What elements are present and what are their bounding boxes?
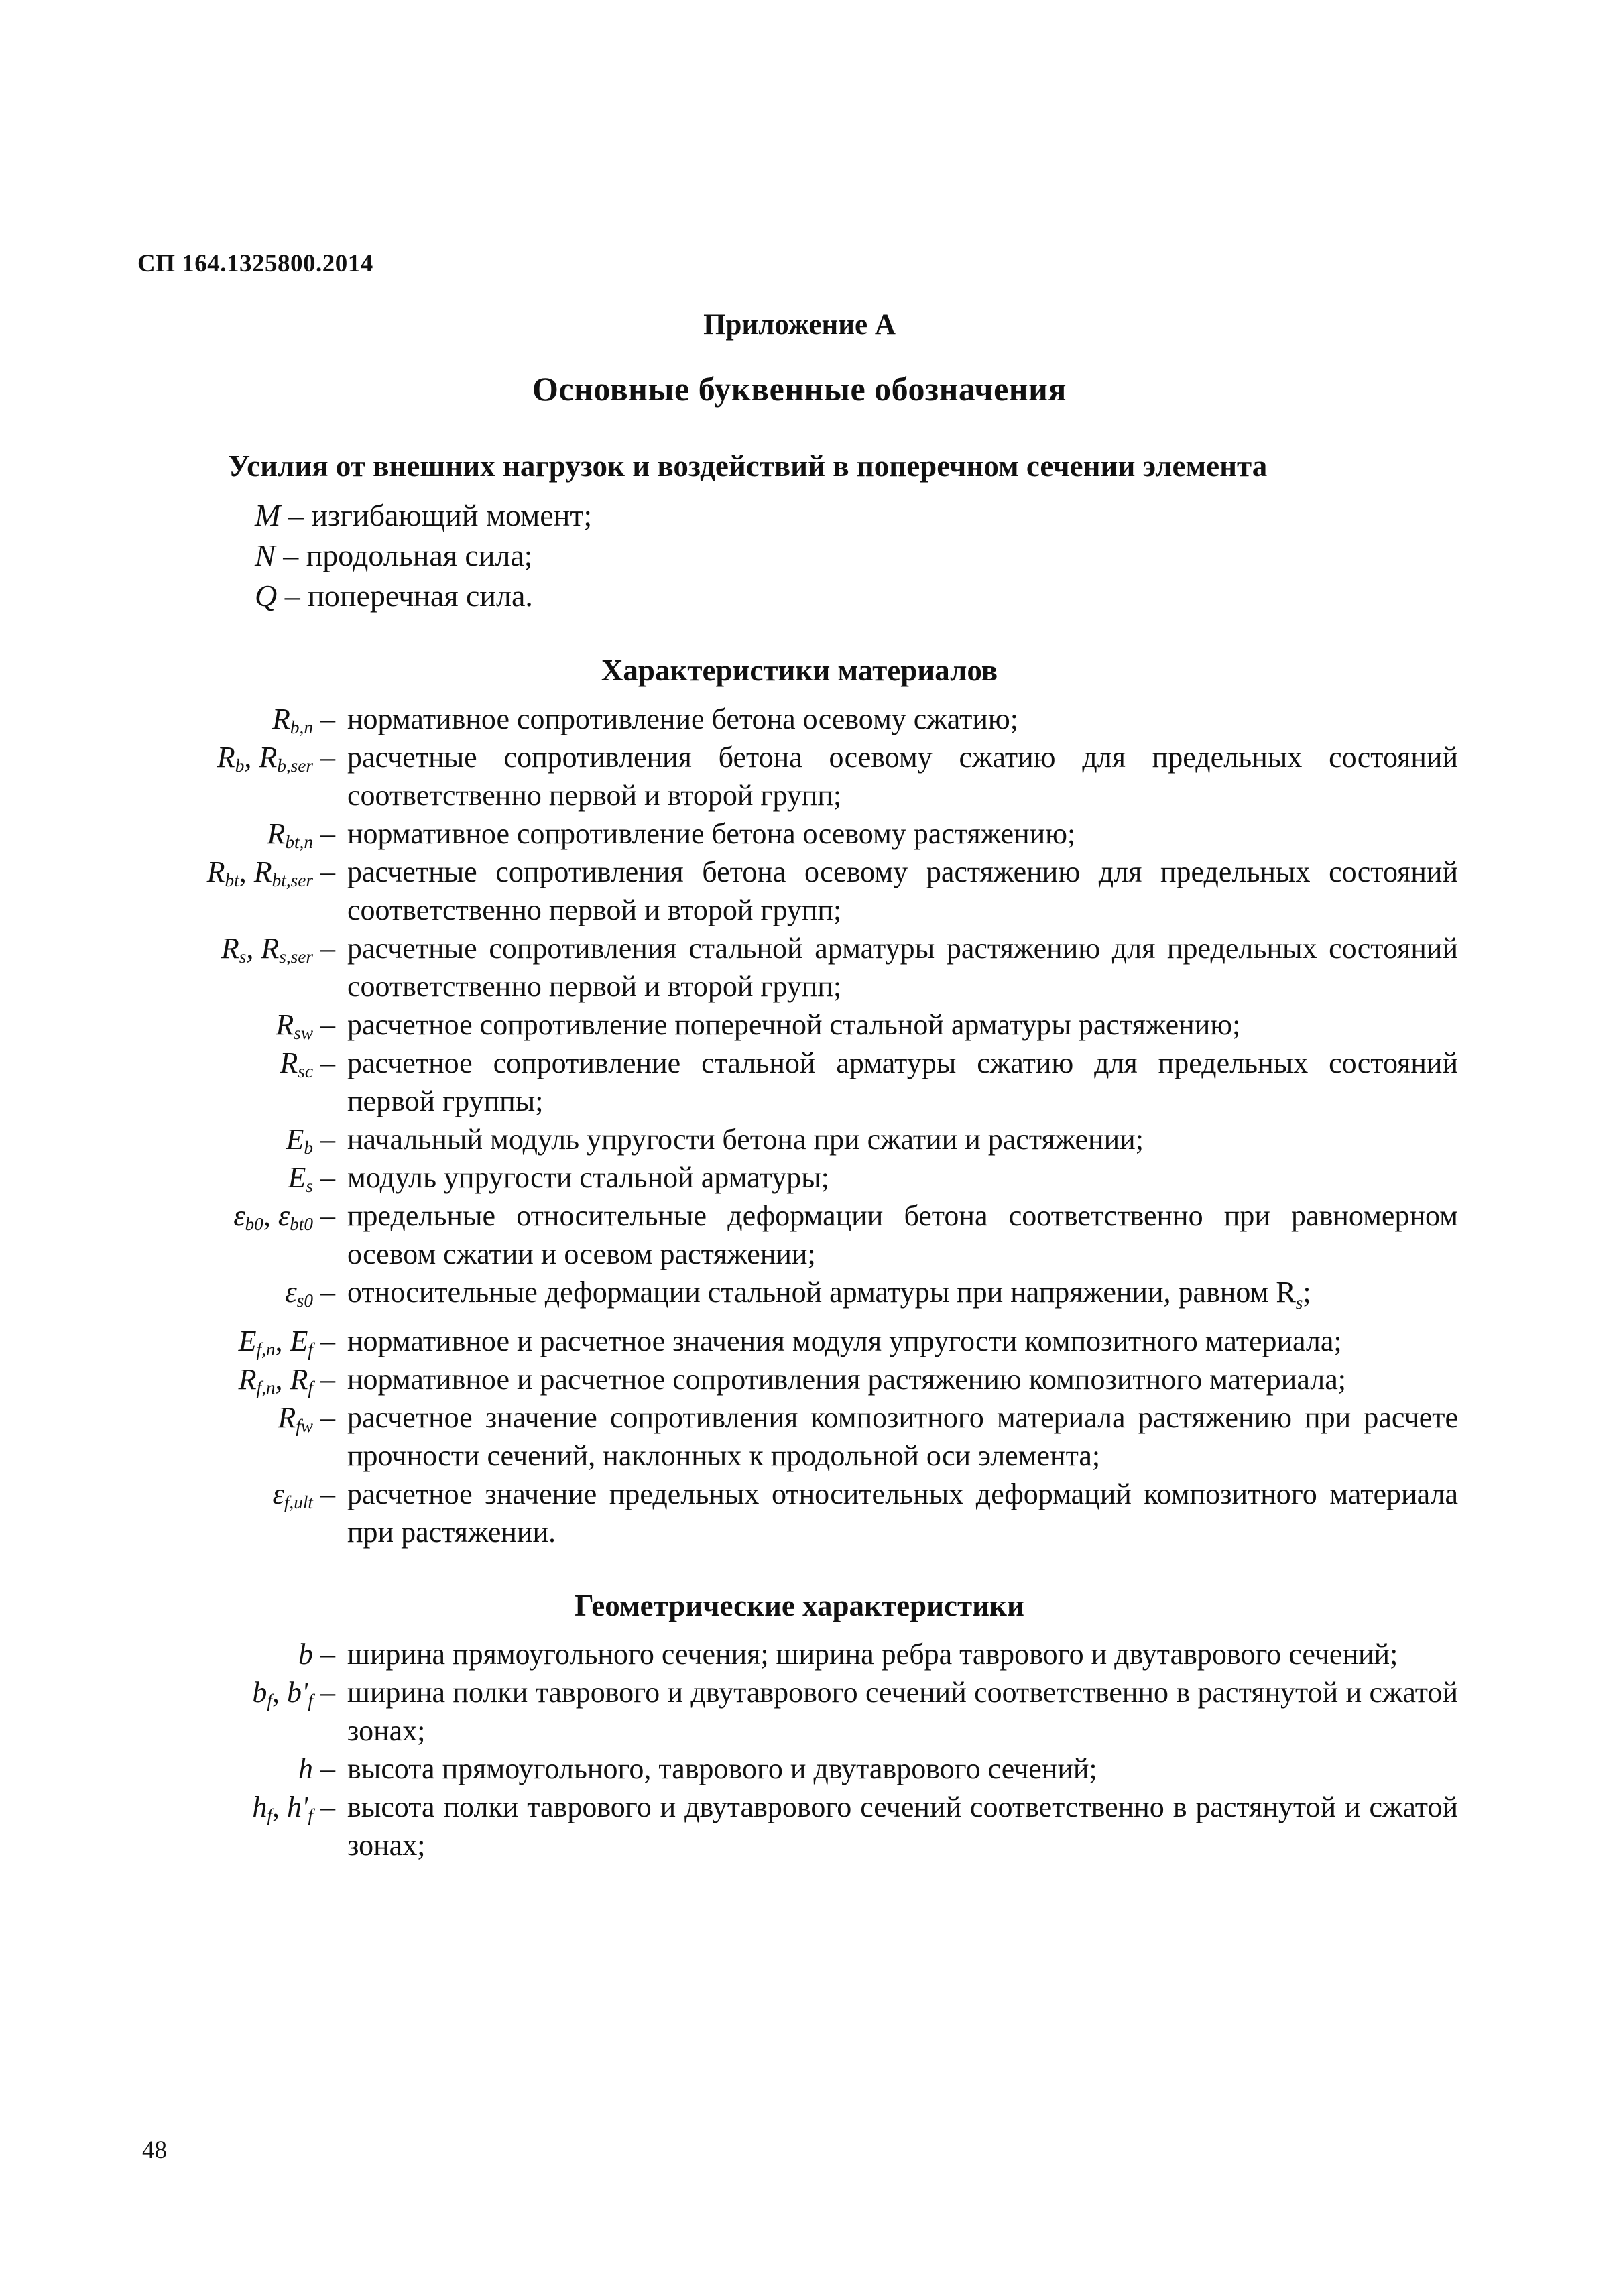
definition-text: расчетное сопротивление стальной арматуры сжатию для предельных состояний первой группы; — [347, 1046, 1458, 1117]
definition-text: высота прямоугольного, таврового и двутаврового сечений; — [347, 1752, 1097, 1785]
definition-row — [134, 1750, 1465, 1788]
definition-row — [134, 1120, 1465, 1158]
definition-row — [134, 929, 1465, 1006]
symbol-cell: $R_{f,n}$, $R_f$ – — [238, 1362, 335, 1398]
symbol: $b_f$ — [252, 1675, 272, 1711]
definition-text: нормативное и расчетное значения модуля упругости композитного материала; — [347, 1324, 1342, 1357]
document-code-header: СП 164.1325800.2014 — [137, 250, 373, 278]
definition-text: расчетное сопротивление поперечной стальной арматуры растяжению; — [347, 1008, 1241, 1041]
list-item: N – продольная сила; — [255, 538, 533, 572]
definition-row — [134, 1635, 1465, 1673]
symbol-cell: $E_{f,n}$, $E_f$ – — [238, 1324, 335, 1360]
definition-text: нормативное сопротивление бетона осевому сжатию; — [347, 703, 1018, 735]
definition-text: предельные относительные деформации бетона соответственно при равномерном осевом сжатии и осевом растяжении; — [347, 1199, 1458, 1270]
symbol-cell: $R_{bt}$, $R_{bt,ser}$ – — [206, 855, 335, 890]
symbol: $R_{bt,ser}$ — [253, 855, 313, 890]
definition-text: модуль упругости стальной арматуры; — [347, 1161, 829, 1194]
symbol: $R_{s,ser}$ — [261, 932, 313, 967]
symbol: $E_s$ — [288, 1161, 313, 1196]
page-title: Основные буквенные обозначения — [532, 370, 1067, 408]
definition-row — [134, 700, 1465, 738]
definition-text: продольная сила; — [306, 538, 533, 572]
symbol: $h'_f$ — [287, 1790, 313, 1825]
definition-row — [134, 1788, 1465, 1864]
list-item: M – изгибающий момент; — [255, 498, 593, 532]
symbol: $R_s$ — [221, 932, 247, 967]
forces-list — [255, 495, 1465, 616]
symbol-cell: h – — [298, 1752, 335, 1785]
symbol: $R_{fw}$ — [278, 1400, 313, 1436]
page-content — [134, 288, 1465, 1864]
definition-row — [134, 1360, 1465, 1398]
symbol: $R_{sw}$ — [276, 1008, 313, 1043]
definition-text: поперечная сила. — [308, 579, 533, 613]
definition-row — [134, 738, 1465, 814]
symbol-cell: $R_{b,n}$ – — [272, 703, 335, 737]
symbol: $R_{bt,n}$ — [267, 817, 313, 852]
symbol: $E_{f,n}$ — [238, 1324, 276, 1360]
symbol: $\varepsilon_{f,ult}$ — [272, 1477, 313, 1512]
symbol: $h_f$ — [252, 1790, 272, 1825]
symbol: $R_{bt}$ — [206, 855, 239, 890]
symbol: $b'_f$ — [287, 1675, 313, 1711]
section-heading-geometry: Геометрические характеристики — [575, 1588, 1024, 1622]
symbol: h — [298, 1752, 313, 1785]
symbol: $E_f$ — [290, 1324, 313, 1360]
symbol-cell: $R_s$, $R_{s,ser}$ – — [221, 932, 335, 967]
list-item: Q – поперечная сила. — [255, 579, 533, 613]
definition-row — [134, 1398, 1465, 1475]
materials-list — [134, 700, 1465, 1551]
definition-text: изгибающий момент; — [311, 498, 593, 532]
definition-text: начальный модуль упругости бетона при сжатии и растяжении; — [347, 1123, 1144, 1156]
symbol-cell: $h_f$, $h'_f$ – — [252, 1790, 335, 1825]
definition-row — [134, 1322, 1465, 1360]
definition-text: расчетные сопротивления стальной арматуры растяжению для предельных состояний соответственно первой и второй групп; — [347, 932, 1458, 1003]
definition-row — [134, 1475, 1465, 1551]
symbol-cell: $E_s$ – — [288, 1161, 335, 1196]
definition-text: относительные деформации стальной арматуры при напряжении, равном $R_s$; — [347, 1276, 1311, 1313]
symbol: $R_{b,n}$ — [272, 703, 313, 737]
symbol-cell: $b_f$, $b'_f$ – — [252, 1675, 335, 1711]
symbol: $\varepsilon_{bt0}$ — [278, 1199, 313, 1234]
definition-row — [134, 1673, 1465, 1750]
definition-row — [134, 853, 1465, 929]
symbol: Q — [255, 579, 278, 613]
definition-text: высота полки таврового и двутаврового сечений соответственно в растянутой и сжатой зонах; — [347, 1790, 1458, 1862]
symbol: $\varepsilon_{b0}$ — [233, 1199, 263, 1234]
symbol: $\varepsilon_{s0}$ — [285, 1276, 313, 1311]
definition-text: нормативное сопротивление бетона осевому растяжению; — [347, 817, 1076, 850]
definition-text: расчетное значение предельных относительных деформаций композитного материала при растяжении. — [347, 1477, 1458, 1549]
definition-text: расчетное значение сопротивления композитного материала растяжению при расчете прочности сечений, наклонных к продольной оси элемента; — [347, 1400, 1458, 1472]
definition-text: расчетные сопротивления бетона осевому растяжению для предельных состояний соответственно первой и второй групп; — [347, 855, 1458, 926]
symbol-cell: b – — [298, 1637, 335, 1671]
definition-text: расчетные сопротивления бетона осевому сжатию для предельных состояний соответственно первой и второй групп; — [347, 741, 1458, 812]
symbol-cell: $R_{sw}$ – — [276, 1008, 335, 1043]
definition-row — [134, 1197, 1465, 1273]
definition-row — [134, 814, 1465, 853]
symbol-cell: $R_{fw}$ – — [278, 1400, 335, 1436]
definition-row — [134, 1273, 1465, 1322]
symbol-cell: $\varepsilon_{f,ult}$ – — [272, 1477, 335, 1512]
symbol-cell: $R_{bt,n}$ – — [267, 817, 335, 852]
definition-text: нормативное и расчетное сопротивления растяжению композитного материала; — [347, 1362, 1346, 1396]
symbol-cell: $\varepsilon_{s0}$ – — [285, 1276, 335, 1311]
section-heading-forces: Усилия от внешних нагрузок и воздействий в поперечном сечении элемента — [228, 449, 1268, 483]
definition-text: ширина полки таврового и двутаврового сечений соответственно в растянутой и сжатой зонах; — [347, 1675, 1458, 1747]
page-number: 48 — [142, 2136, 167, 2164]
definition-row — [134, 1006, 1465, 1044]
section-heading-materials: Характеристики материалов — [601, 654, 998, 687]
symbol-cell: $E_b$ – — [286, 1123, 335, 1158]
definition-text: ширина прямоугольного сечения; ширина ребра таврового и двутаврового сечений; — [347, 1637, 1398, 1671]
appendix-label: Приложение А — [703, 309, 896, 341]
symbol: $R_{b,ser}$ — [259, 741, 313, 776]
symbol: $R_f$ — [290, 1362, 313, 1398]
symbol-cell: $R_b$, $R_{b,ser}$ – — [217, 741, 335, 776]
symbol: $E_b$ — [286, 1123, 313, 1158]
symbol: $R_{sc}$ — [280, 1046, 313, 1081]
definition-row — [134, 1158, 1465, 1197]
symbol-cell: $R_{sc}$ – — [280, 1046, 335, 1081]
symbol-cell: $\varepsilon_{b0}$, $\varepsilon_{bt0}$ – — [233, 1199, 335, 1234]
symbol: b — [298, 1637, 313, 1671]
geometry-list — [134, 1635, 1465, 1864]
symbol: N — [255, 538, 276, 572]
symbol: M — [255, 498, 281, 532]
symbol: $R_{f,n}$ — [238, 1362, 276, 1398]
symbol: $R_b$ — [217, 741, 245, 776]
definition-row — [134, 1044, 1465, 1120]
